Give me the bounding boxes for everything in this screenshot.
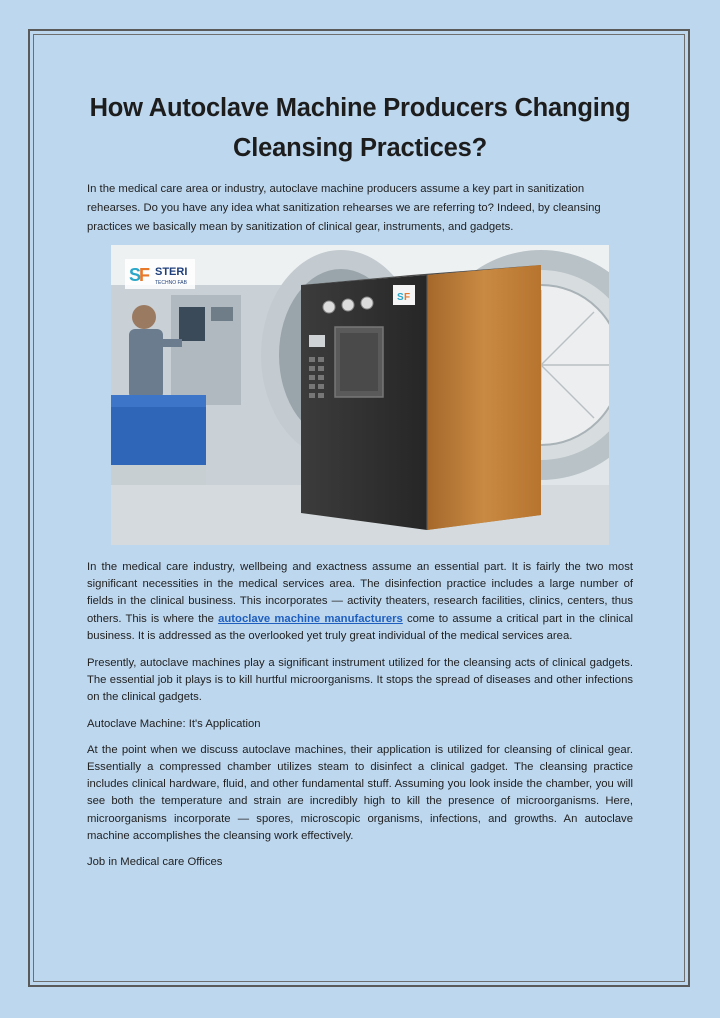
- document-content: [87, 88, 633, 871]
- section-heading-job: Job in Medical care Offices: [87, 856, 223, 869]
- section-heading-application: Autoclave Machine: It's Application: [87, 717, 261, 730]
- paragraph-healthcare: [87, 559, 633, 645]
- document-title: How Autoclave Machine Producers Changing Cleansing Practices?: [89, 94, 631, 162]
- paragraph-presently: Presently, autoclave machines play a significant instrument utilized for the cleansing acts of clinical gadgets. The essential job it plays is to kill hurtful microorganisms. It stops the spread of diseases and other infections on the clinical gadgets.: [87, 657, 633, 704]
- svg-text:F: F: [404, 292, 411, 303]
- intro-paragraph: In the medical care area or industry, autoclave machine producers assume a key part in sanitization rehearses. Do you have any idea what sanitization rehearses we are referring to? Indeed, by cleansing practices we basically mean by sanitization of clinical gear, instruments, and gadgets.: [87, 183, 601, 233]
- paragraph-text: come to assume a critical part in the clinical business. It is addressed as the overlooked yet truly great individual of the medical services area.: [87, 612, 634, 642]
- svg-text:S: S: [129, 265, 142, 285]
- paragraph-application: At the point when we discuss autoclave machines, their application is utilized for cleansing of clinical gear. Essentially a compressed chamber utilizes steam to disinfect a clinical gadget. The cleansing practice includes clinical hardware, fluid, and other fundamental stuff. Assuming you look inside the chamber, you will see both the temperature and strain are incredibly high to kill the presence of microorganisms. Here, microorganisms incorporate — spores, microscopic organisms, infections, and growths. An autoclave machine accomplishes the cleansing work effectively.: [87, 743, 633, 842]
- svg-text:STERI: STERI: [155, 266, 188, 278]
- autoclave-machine-image: [111, 245, 609, 545]
- svg-text:S: S: [397, 292, 404, 303]
- svg-text:TECHNO FAB: TECHNO FAB: [155, 280, 187, 286]
- paragraph-text: In the medical care industry, wellbeing and exactness assume an essential part. It is fairly the two most significant necessities in the medical services area. The disinfection practice includes a large number of fields in the clinical business. This incorporates — activity theaters, research facilities, clinics, centers, thus others. This is where the: [87, 561, 633, 625]
- svg-text:F: F: [139, 265, 150, 285]
- autoclave-manufacturers-link[interactable]: autoclave machine manufacturers: [218, 612, 403, 625]
- steri-logo: [125, 259, 195, 289]
